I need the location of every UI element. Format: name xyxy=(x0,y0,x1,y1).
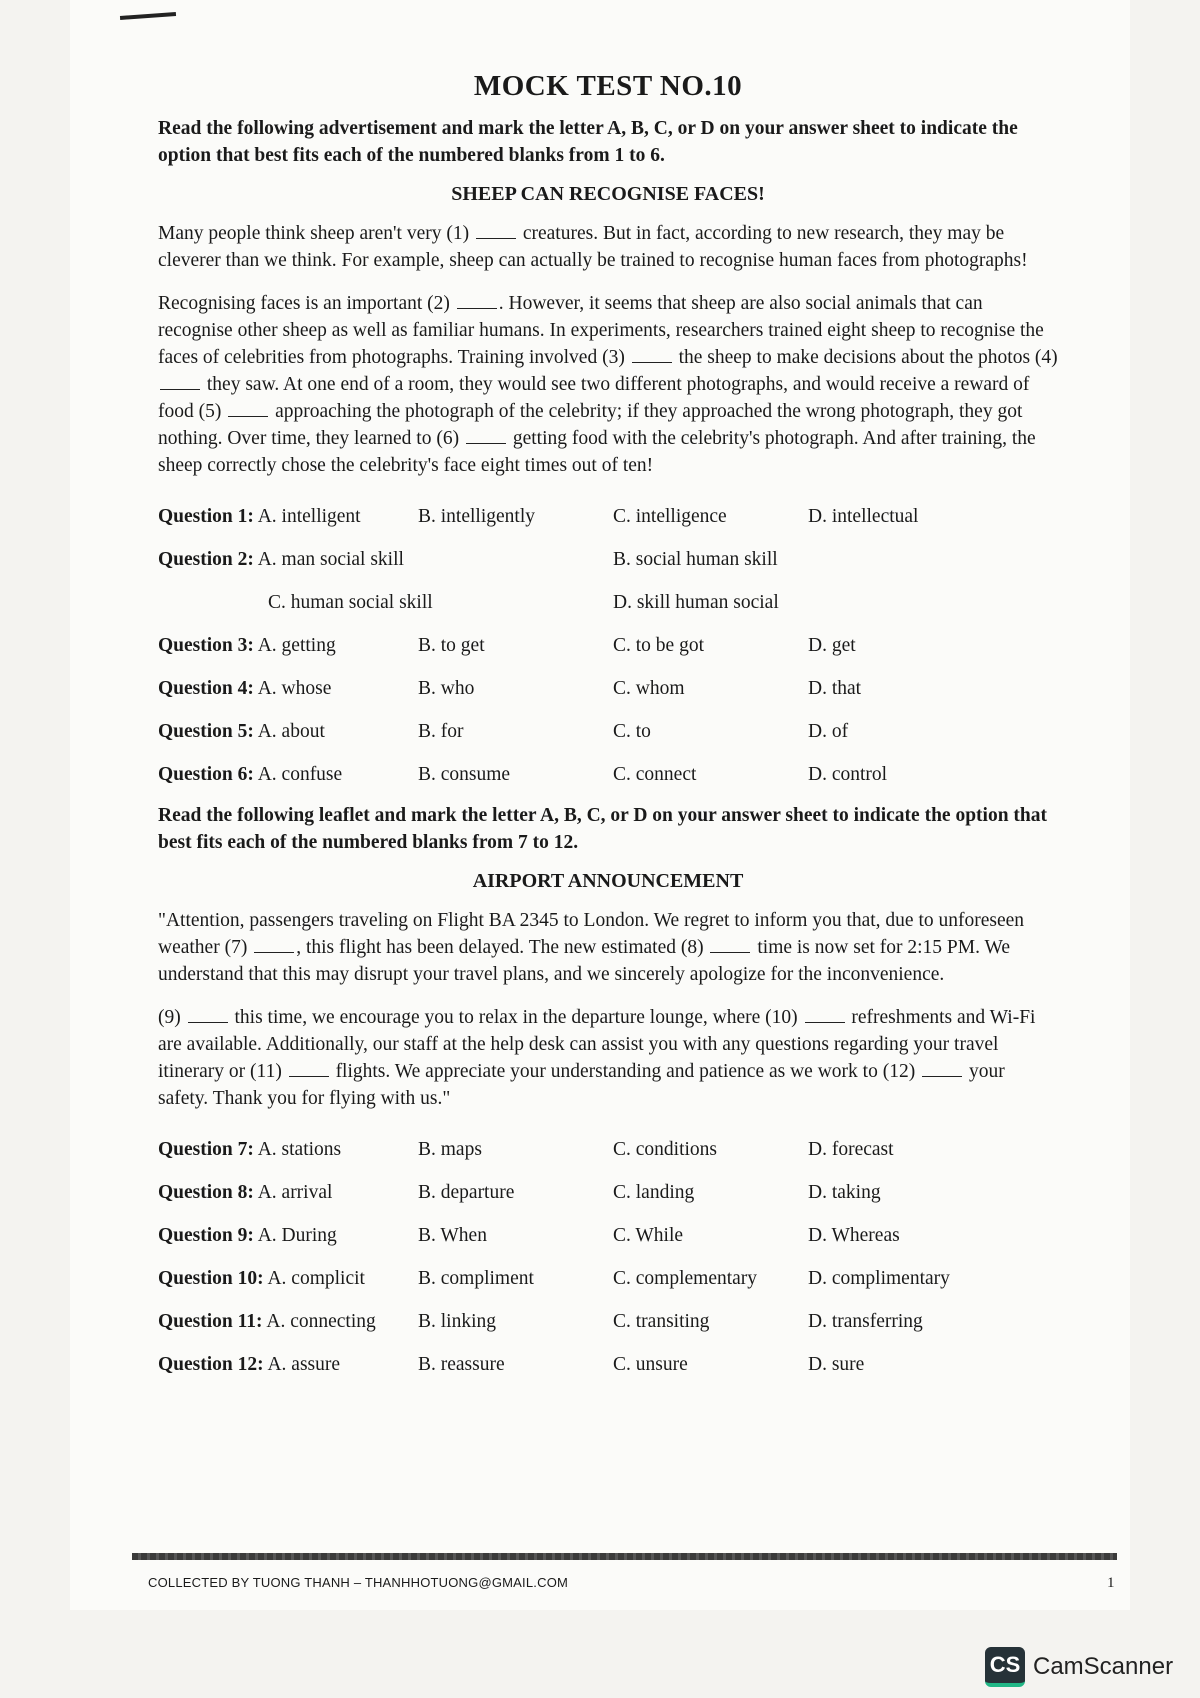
blank-5 xyxy=(228,415,268,417)
option-a[interactable]: A. getting xyxy=(257,634,336,656)
option-c[interactable]: C. to be got xyxy=(613,634,704,656)
option-d[interactable]: D. that xyxy=(808,677,862,699)
question-9: Question 9: A. During B. When C. While D. Whereas xyxy=(158,1214,1058,1257)
option-b[interactable]: B. social human skill xyxy=(613,548,778,570)
camscanner-name: CamScanner xyxy=(1033,1653,1174,1680)
option-c[interactable]: C. to xyxy=(613,720,651,742)
option-c[interactable]: C. intelligence xyxy=(613,505,727,527)
option-c[interactable]: C. While xyxy=(613,1224,684,1246)
section1-paragraph-1: Many people think sheep aren't very (1) creatures. But in fact, according to new research, they may be cleverer than we think. For example, sheep can actually be trained to recognise human faces from photographs! xyxy=(158,223,1028,271)
blank-3 xyxy=(632,361,672,363)
option-d[interactable]: D. of xyxy=(808,720,849,742)
option-a[interactable]: A. assure xyxy=(267,1353,341,1375)
option-d[interactable]: D. intellectual xyxy=(808,505,919,527)
option-a[interactable]: A. confuse xyxy=(257,763,343,785)
option-d[interactable]: D. forecast xyxy=(808,1138,894,1160)
section2-paragraph-2: (9) this time, we encourage you to relax in the departure lounge, where (10) refreshments and Wi-Fi are available. Additionally, our staff at the help desk can assist you with any questions regarding your travel itinerary or (11) flights. We appreciate your understanding and patience as we work to (12) your safety. Thank you for flying with us." xyxy=(158,1007,1036,1109)
option-a[interactable]: A. man social skill xyxy=(257,548,404,570)
question-3: Question 3: A. getting B. to get C. to be got D. get xyxy=(158,624,1058,667)
question-2-row-2 xyxy=(158,581,1058,624)
option-c[interactable]: C. landing xyxy=(613,1181,695,1203)
question-6: Question 6: A. confuse B. consume C. connect D. control xyxy=(158,753,1058,796)
section1-instruction: Read the following advertisement and mark the letter A, B, C, or D on your answer sheet to indicate the option that best fits each of the numbered blanks from 1 to 6. xyxy=(158,118,1018,166)
section1-heading: SHEEP CAN RECOGNISE FACES! xyxy=(451,183,765,205)
question-12: Question 12: A. assure B. reassure C. unsure D. sure xyxy=(158,1343,1058,1386)
question-1: Question 1: A. intelligent B. intelligently C. intelligence D. intellectual xyxy=(158,495,1058,538)
question-4: Question 4: A. whose B. who C. whom D. that xyxy=(158,667,1058,710)
footer-credit: COLLECTED BY TUONG THANH – THANHHOTUONG@GMAIL.COM xyxy=(148,1575,569,1590)
option-a[interactable]: A. about xyxy=(257,720,325,742)
option-b[interactable]: B. reassure xyxy=(418,1353,505,1375)
blank-1 xyxy=(476,237,516,239)
option-a[interactable]: A. arrival xyxy=(257,1181,333,1203)
option-d[interactable]: D. sure xyxy=(808,1353,865,1375)
blank-2 xyxy=(457,307,497,309)
option-d[interactable]: D. Whereas xyxy=(808,1224,900,1246)
blank-10 xyxy=(805,1021,845,1023)
question-5: Question 5: A. about B. for C. to D. of xyxy=(158,710,1058,753)
option-c[interactable]: C. human social skill xyxy=(268,591,433,613)
blank-4 xyxy=(160,388,200,390)
option-a[interactable]: A. stations xyxy=(257,1138,342,1160)
question-10: Question 10: A. complicit B. compliment C. complementary D. complimentary xyxy=(158,1257,1058,1300)
option-b[interactable]: B. departure xyxy=(418,1181,515,1203)
blank-6 xyxy=(466,442,506,444)
option-c[interactable]: C. complementary xyxy=(613,1267,758,1289)
footer-rule xyxy=(132,1553,1117,1560)
blank-7 xyxy=(254,951,294,953)
blank-8 xyxy=(710,951,750,953)
option-d[interactable]: D. taking xyxy=(808,1181,881,1203)
option-c[interactable]: C. connect xyxy=(613,763,697,785)
option-d[interactable]: D. complimentary xyxy=(808,1267,950,1289)
option-a[interactable]: A. complicit xyxy=(267,1267,365,1289)
option-b[interactable]: B. to get xyxy=(418,634,485,656)
camscanner-logo-icon: CS xyxy=(985,1647,1025,1687)
option-b[interactable]: B. compliment xyxy=(418,1267,534,1289)
option-d[interactable]: D. control xyxy=(808,763,888,785)
section2-paragraph-1: "Attention, passengers traveling on Flight BA 2345 to London. We regret to inform you that, due to unforeseen weather (7) , this flight has been delayed. The new estimated (8) time is now set for 2:15 PM. We understand that this may disrupt your travel plans, and we sincerely apologize for the inconvenience. xyxy=(158,910,1025,985)
option-b[interactable]: B. consume xyxy=(418,763,511,785)
option-a[interactable]: A. connecting xyxy=(266,1310,376,1332)
option-d[interactable]: D. transferring xyxy=(808,1310,923,1332)
option-c[interactable]: C. conditions xyxy=(613,1138,718,1160)
blank-12 xyxy=(922,1075,962,1077)
option-d[interactable]: D. skill human social xyxy=(613,591,779,613)
option-b[interactable]: B. linking xyxy=(418,1310,497,1332)
option-a[interactable]: A. intelligent xyxy=(257,505,361,527)
blank-11 xyxy=(289,1075,329,1077)
option-b[interactable]: B. When xyxy=(418,1224,487,1246)
question-7: Question 7: A. stations B. maps C. conditions D. forecast xyxy=(158,1128,1058,1171)
option-b[interactable]: B. who xyxy=(418,677,475,699)
option-b[interactable]: B. intelligently xyxy=(418,505,535,527)
section1-paragraph-2: Recognising faces is an important (2) . However, it seems that sheep are also social animals that can recognise other sheep as well as familiar humans. In experiments, researchers trained eight sheep to recognise the faces of celebrities from photographs. Training involved (3) the sheep to make decisions about the photos (4) they saw. At one end of a room, they would see two different photographs, and would receive a reward of food (5) approaching the photograph of the celebrity; if they approached the wrong photograph, they got nothing. Over time, they learned to (6) getting food with the celebrity's photograph. And after training, the sheep correctly chose the celebrity's face eight times out of ten! xyxy=(158,293,1058,476)
option-c[interactable]: C. transiting xyxy=(613,1310,710,1332)
option-a[interactable]: A. During xyxy=(257,1224,337,1246)
option-d[interactable]: D. get xyxy=(808,634,856,656)
camscanner-watermark xyxy=(985,1647,1173,1687)
option-c[interactable]: C. whom xyxy=(613,677,685,699)
option-a[interactable]: A. whose xyxy=(257,677,332,699)
document-body xyxy=(158,70,1058,1386)
section2-heading: AIRPORT ANNOUNCEMENT xyxy=(472,870,744,892)
option-b[interactable]: B. maps xyxy=(418,1138,482,1160)
question-11: Question 11: A. connecting B. linking C. transiting D. transferring xyxy=(158,1300,1058,1343)
question-2: Question 2: A. man social skill B. social human skill xyxy=(158,538,1058,581)
section2-instruction: Read the following leaflet and mark the letter A, B, C, or D on your answer sheet to indicate the option that best fits each of the numbered blanks from 7 to 12. xyxy=(158,805,1048,853)
question-8: Question 8: A. arrival B. departure C. landing D. taking xyxy=(158,1171,1058,1214)
page-title: MOCK TEST NO.10 xyxy=(473,70,743,102)
blank-9 xyxy=(188,1021,228,1023)
option-c[interactable]: C. unsure xyxy=(613,1353,688,1375)
option-b[interactable]: B. for xyxy=(418,720,464,742)
page-number: 1 xyxy=(1107,1575,1115,1591)
